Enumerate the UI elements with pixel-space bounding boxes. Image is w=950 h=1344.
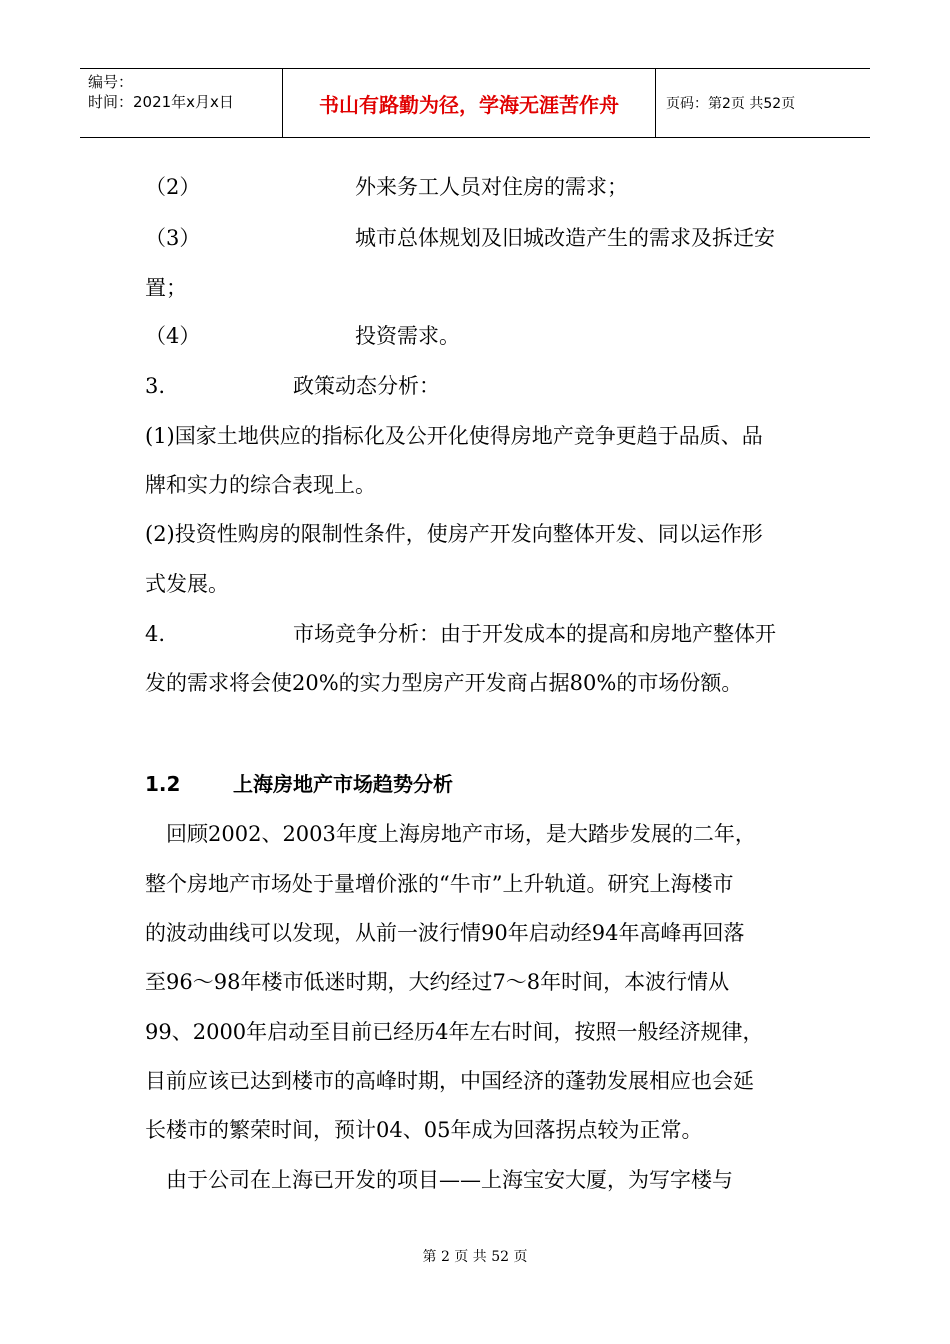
time-label: 时间：2021年x月x日 (88, 93, 234, 111)
paragraph-line: 99、2000年启动至目前已经历4年左右时间，按照一般经济规律， (145, 1020, 764, 1044)
header-motto: 书山有路勤为径，学海无涯苦作舟 (282, 69, 656, 137)
item-label: （2） (145, 175, 201, 199)
item-label: （3） (145, 226, 201, 250)
header-page-info: 页码：第2页 共52页 (666, 96, 796, 112)
item-label: （4） (145, 324, 201, 348)
item-text: 城市总体规划及旧城改造产生的需求及拆迁安 (355, 226, 775, 250)
item-text: 置； (145, 276, 187, 300)
page-header (80, 68, 870, 138)
section-number: 1.2 (145, 772, 181, 796)
paragraph-line: 长楼市的繁荣时间，预计04、05年成为回落拐点较为正常。 (145, 1118, 703, 1142)
policy-heading (145, 370, 808, 400)
market-line: 发的需求将会使20%的实力型房产开发商占据80%的市场份额。 (145, 671, 743, 695)
item-text: 外来务工人员对住房的需求； (355, 175, 628, 199)
policy-line: 式发展。 (145, 572, 229, 596)
header-meta (80, 69, 282, 137)
list-item-continuation (145, 272, 808, 302)
market-label: 4. (145, 622, 166, 646)
list-item (145, 171, 808, 201)
policy-line: 牌和实力的综合表现上。 (145, 473, 376, 497)
number-label: 编号： (88, 73, 134, 91)
list-item (145, 222, 808, 252)
policy-line: (2)投资性购房的限制性条件，使房产开发向整体开发、同以运作形 (145, 522, 763, 546)
paragraph-line: 回顾2002、2003年度上海房地产市场，是大踏步发展的二年， (145, 822, 756, 846)
item-text: 投资需求。 (355, 324, 460, 348)
market-text: 市场竞争分析：由于开发成本的提高和房地产整体开 (293, 622, 776, 646)
list-item (145, 320, 808, 350)
section-heading (145, 768, 453, 797)
paragraph-line: 整个房地产市场处于量增价涨的“牛市”上升轨道。研究上海楼市 (145, 872, 734, 896)
market-heading (145, 618, 808, 648)
paragraph-line: 至96～98年楼市低迷时期，大约经过7～8年时间，本波行情从 (145, 970, 730, 994)
page-footer: 第 2 页 共 52 页 (422, 1249, 528, 1265)
policy-line: (1)国家土地供应的指标化及公开化使得房地产竞争更趋于品质、品 (145, 424, 763, 448)
section-title: 上海房地产市场趋势分析 (233, 772, 453, 796)
policy-title: 政策动态分析： (293, 374, 440, 398)
policy-label: 3. (145, 374, 166, 398)
paragraph-line: 由于公司在上海已开发的项目——上海宝安大厦，为写字楼与 (145, 1168, 733, 1192)
paragraph-line: 目前应该已达到楼市的高峰时期，中国经济的蓬勃发展相应也会延 (145, 1069, 754, 1093)
paragraph-line: 的波动曲线可以发现，从前一波行情90年启动经94年高峰再回落 (145, 921, 745, 945)
